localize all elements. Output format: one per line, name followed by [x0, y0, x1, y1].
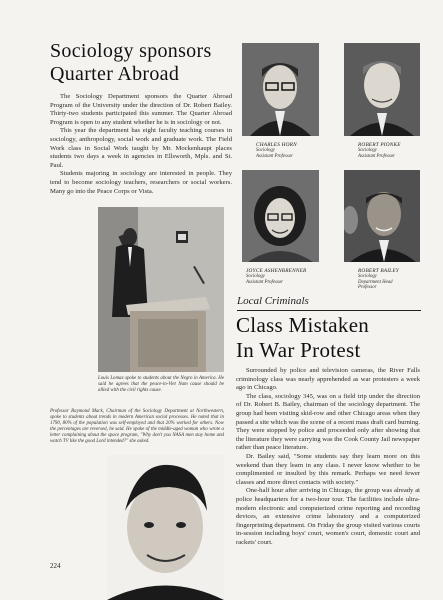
mack-portrait-photo — [107, 455, 224, 600]
portrait-photo-horn — [242, 43, 319, 136]
article-title-sociology: Sociology sponsors Quarter Abroad — [50, 40, 212, 85]
lomax-photo-caption: Louis Lomax spoke to students about the Negro in America. He said he agrees that the peace-in-Viet Nam cause should be allied with the civil rights cause. — [98, 376, 224, 393]
portrait-caption-pionke: ROBERT PIONKE Sociology Assistant Professor — [358, 142, 401, 159]
paragraph: Dr. Bailey said, "Some students say they learn more on this weekend than they learn in any class. I never know whether to be complimented or insulted by this remark. Perhaps we need fewer classes and more direct contacts with society." — [236, 452, 420, 486]
paragraph: One-half hour after arriving in Chicago, the group was already at police headquarters for a two-hour tour. The facilities include ultra-modern electronic and computerized crime reporting and recording devices, an extensive crime laboratory and a computerized fingerprinting department. On Friday the group visited various courts in-session including boys' court, women's court, domestic court and rackets' court. — [236, 487, 420, 546]
article-body-class-mistaken — [236, 367, 420, 547]
page-number: 224 — [50, 562, 61, 570]
paragraph: Surrounded by police and television cameras, the River Falls criminology class was nearly apprehended as war protesters a week ago in Chicago. — [236, 367, 420, 392]
article-body-sociology — [50, 93, 232, 196]
portrait-caption-horn: CHARLES HORN Sociology Assistant Professor — [256, 142, 297, 159]
portrait-photo-pionke — [344, 43, 420, 136]
mack-photo-caption: Professor Raymond Mack, Chairman of the Sociology Department at Northwestern, spoke to students about trends in modern American social processes. He noted that in 1790, 80% of the population was self-employed and that 20% worked for others. Now the percentages are reversed, he said. He spoke of the middle-aged woman who wrote a letter complaining about the space program, "Why don't you NASA men stay home and watch TV like the good Lord intended?" she asked. — [50, 409, 224, 444]
paragraph: The Sociology Department sponsors the Quarter Abroad Program of the University under the direction of Dr. Robert Bailey. Thirty-two students participated this summer. The Quarter Abroad Program is open to any student whether he is in sociology or not. — [50, 93, 232, 126]
portrait-photo-bailey — [344, 170, 420, 262]
portrait-caption-ashenbrenner: JOYCE ASHENBRENNER Sociology Assistant Professor — [246, 268, 307, 285]
paragraph: Students majoring in sociology are interested in people. They tend to become sociology teachers, researchers or social workers. Many go into the Peace Corps or Vista. — [50, 170, 232, 195]
divider-rule — [237, 310, 421, 311]
article-kicker: Local Criminals — [237, 295, 309, 307]
portrait-photo-ashenbrenner — [242, 170, 319, 262]
lomax-speaking-photo — [98, 207, 224, 372]
portrait-caption-bailey: ROBERT BAILEY Sociology Department Head Professor — [358, 268, 399, 291]
paragraph: The class, sociology 345, was on a field trip under the direction of Dr. Robert B. Bailey, chairman of the sociology department. The group had been visiting skid-row and other Chicago areas when they passed a site which was the scene of a recent mass draft card burning. They were stopped by police and proceeded only after showing that the literature they were carrying was the Cook County Jail newspaper rather than peace literature. — [236, 392, 420, 452]
article-title-class-mistaken: Class Mistaken In War Protest — [236, 313, 370, 362]
paragraph: This year the department has eight faculty teaching courses in sociology, anthropology, social work and graduate work. The Field Work class in Social Work taught by Mr. Mockenhaupt places students two days a week in agencies in Ellsworth, Mpls. and St. Paul. — [50, 127, 232, 169]
